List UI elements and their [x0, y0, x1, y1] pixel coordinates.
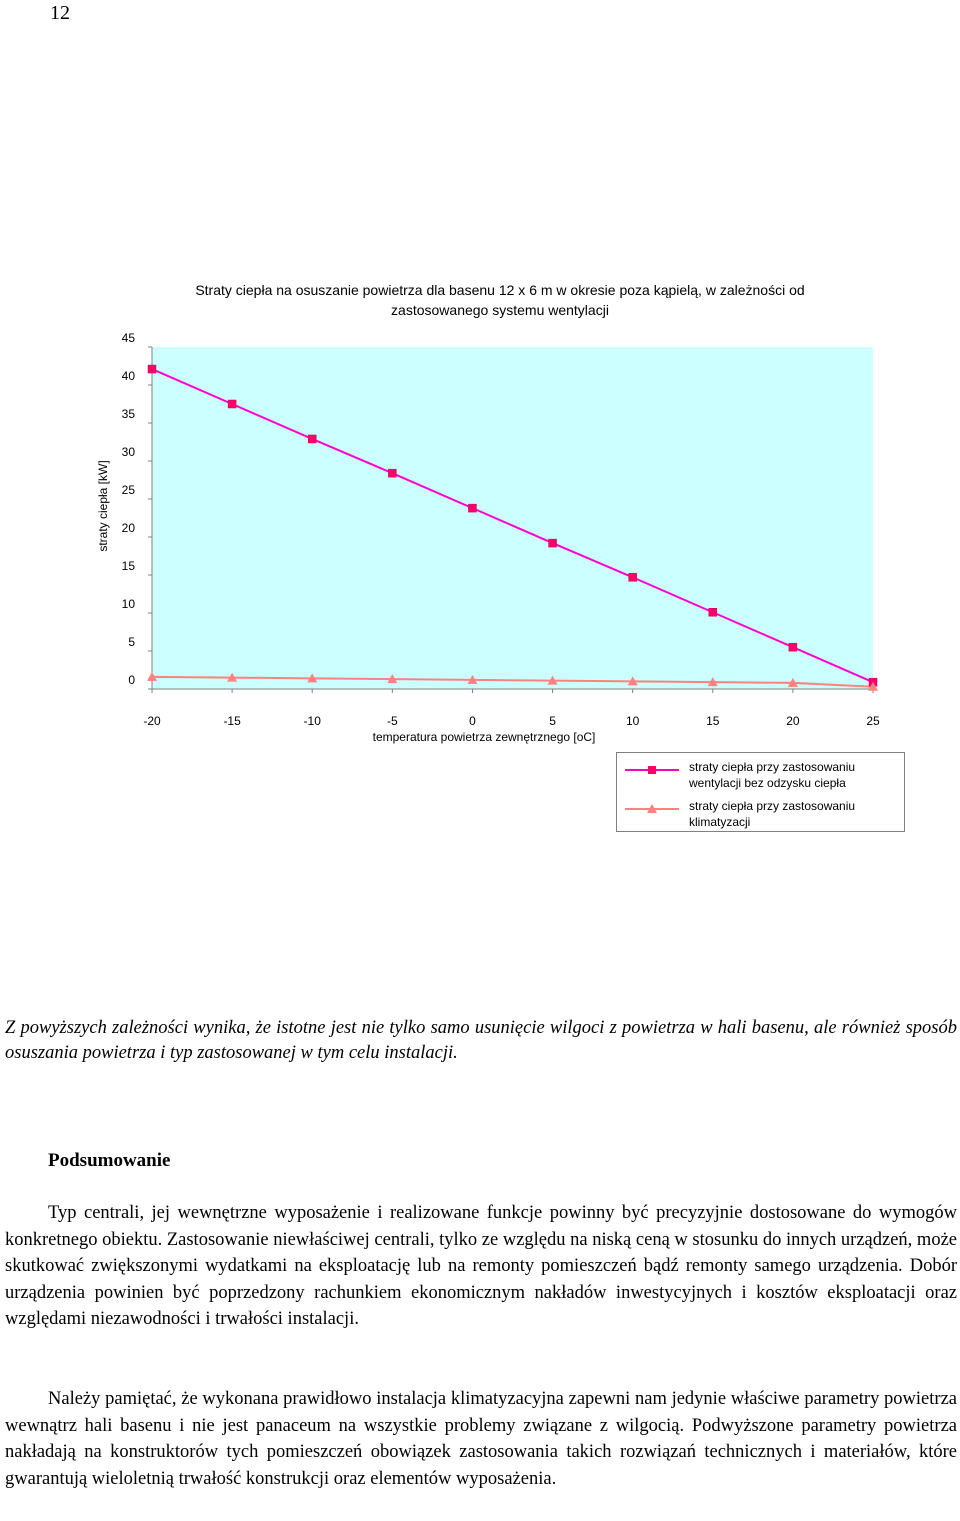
x-tick-label: 0 [469, 714, 476, 728]
y-tick-label: 45 [121, 331, 135, 345]
line-chart [0, 330, 960, 750]
data-point-ventilation [468, 504, 476, 512]
conclusion-text: Z powyższych zależności wynika, że istotne jest nie tylko samo usunięcie wilgoci z powietrza w hali basenu, ale również sposób osuszania powietrza i typ zastosowanej w tym celu instalacji. [5, 1018, 957, 1063]
y-axis-label: straty ciepła [kW] [96, 460, 110, 552]
y-tick-label: 10 [121, 597, 135, 611]
x-tick-label: 20 [786, 714, 800, 728]
y-tick-label: 30 [121, 445, 135, 459]
y-tick-label: 20 [121, 521, 135, 535]
x-axis-label: temperatura powietrza zewnętrznego [oC] [372, 730, 596, 744]
data-point-ventilation [308, 435, 316, 443]
chart-legend [616, 752, 905, 832]
x-tick-label: 10 [625, 714, 640, 728]
data-point-ventilation [148, 365, 156, 373]
x-tick-label: -15 [223, 714, 241, 728]
x-tick-label: 15 [706, 714, 720, 728]
y-tick-label: 40 [121, 369, 135, 383]
legend-triangle-marker-icon [625, 804, 679, 814]
legend-square-marker-icon [625, 765, 679, 775]
y-tick-label: 35 [121, 407, 135, 421]
y-tick-label: 25 [121, 483, 135, 497]
section-heading-summary: Podsumowanie [48, 1150, 171, 1171]
y-tick-label: 15 [121, 559, 135, 573]
data-point-ventilation [388, 469, 396, 477]
x-tick-label: -10 [303, 714, 321, 728]
legend-label-air-conditioning: straty ciepła przy zastosowaniu klimatyzacji [689, 799, 856, 829]
chart-title: Straty ciepła na osuszanie powietrza dla basenu 12 x 6 m w okresie poza kąpielą, w zależności od zastosowanego systemu wentylacji [195, 282, 805, 318]
x-tick-label: 25 [866, 714, 880, 728]
plot-area [152, 347, 873, 689]
legend-label-ventilation: straty ciepła przy zastosowaniu wentylacji bez odzysku ciepła [689, 760, 856, 790]
x-tick-label: -20 [143, 714, 161, 728]
x-tick-label: -5 [386, 714, 398, 728]
data-point-ventilation [629, 573, 637, 581]
data-point-ventilation [709, 608, 717, 616]
data-point-ventilation [228, 400, 236, 408]
y-tick-label: 5 [128, 635, 135, 649]
data-point-ventilation [549, 539, 557, 547]
page-number: 12 [50, 2, 70, 24]
x-tick-label: 5 [549, 714, 556, 728]
summary-paragraph-1: Typ centrali, jej wewnętrzne wyposażenie i realizowane funkcje powinny być precyzyjnie dostosowane do wymogów konkretnego obiektu. Zastosowanie niewłaściwej centrali, tylko ze względu na niską ceną w stosunku do innych urządzeń, może skutkować zwiększonymi wydatkami na eksploatację lub na remonty pomieszczeń bądź remonty samego urządzenia. Dobór urządzenia powinien być poprzedzony rachunkiem ekonomicznym nakładów inwestycyjnych i kosztów eksploatacji oraz względami niezawodności i trwałości instalacji. [5, 1203, 957, 1329]
data-point-ventilation [789, 643, 797, 651]
summary-paragraph-2: Należy pamiętać, że wykonana prawidłowo instalacja klimatyzacyjna zapewni nam jedynie właściwe parametry powietrza wewnątrz hali basenu i nie jest panaceum na wszystkie problemy związane z wilgocią. Podwyższone parametry powietrza nakładają na konstruktorów tych pomieszczeń obowiązek zastosowania takich rozwiązań technicznych i materiałów, które gwarantują wieloletnią trwałość konstrukcji oraz elementów wyposażenia. [5, 1389, 957, 1489]
y-tick-label: 0 [128, 673, 135, 687]
